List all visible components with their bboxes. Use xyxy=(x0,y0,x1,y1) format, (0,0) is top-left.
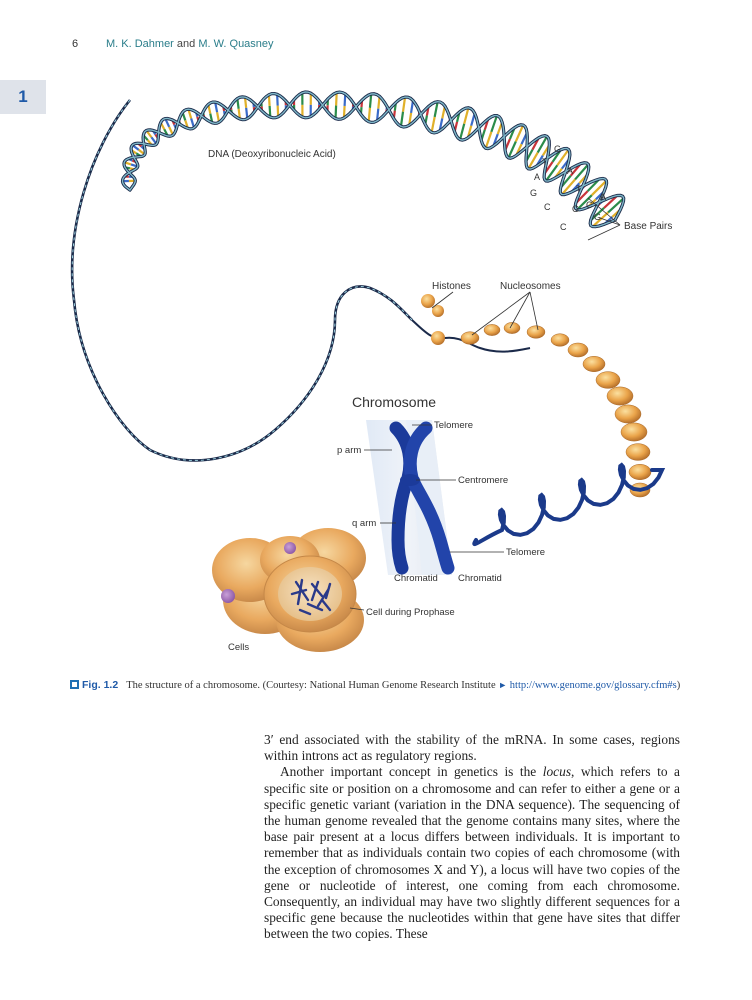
figure-number: Fig. 1.2 xyxy=(82,679,119,691)
histone-bead xyxy=(421,294,445,345)
chromosome-diagram xyxy=(337,394,545,584)
centromere-label: Centromere xyxy=(458,475,509,486)
p-arm-label: p arm xyxy=(337,445,362,456)
nucleosome-bead xyxy=(484,324,500,335)
base-letter: C xyxy=(544,202,551,212)
base-letter: A xyxy=(567,166,574,176)
base-letter: G xyxy=(530,188,538,198)
nucleosome-bead xyxy=(461,332,479,345)
figure-caption xyxy=(70,678,690,693)
nucleosome-bead xyxy=(568,343,588,357)
base-letter: A xyxy=(600,192,607,202)
running-head xyxy=(72,38,274,50)
chapter-tab: 1 xyxy=(0,80,46,114)
paragraph-2-start: Another important concept in genetics is the xyxy=(280,764,543,780)
telomere-bottom-label: Telomere xyxy=(506,547,546,558)
dna-label: DNA (Deoxyribonucleic Acid) xyxy=(208,149,336,160)
base-pairs-label: Base Pairs xyxy=(624,221,673,232)
base-letter: A xyxy=(534,172,541,182)
caption-link[interactable]: http://www.genome.gov/glossary.cfm#s xyxy=(509,680,677,691)
author-1: M. K. Dahmer xyxy=(106,38,174,50)
chromatid-left-label: Chromatid xyxy=(394,573,438,584)
telomere-top-label: Telomere xyxy=(434,420,474,431)
nucleosome-bead xyxy=(583,356,605,371)
base-letter: C xyxy=(586,200,593,210)
nucleosome-bead xyxy=(626,444,650,461)
nucleosome-fiber xyxy=(412,281,651,497)
locus-term: locus xyxy=(542,764,572,780)
nucleosome-bead xyxy=(621,423,647,441)
q-arm-label: q arm xyxy=(352,518,377,529)
author-conjunction: and xyxy=(176,38,196,50)
base-letter: G xyxy=(594,212,602,222)
nucleosomes-label: Nucleosomes xyxy=(500,281,561,292)
nucleosome-bead xyxy=(596,372,620,389)
nucleosome-bead xyxy=(527,326,545,339)
base-letter: T xyxy=(542,157,548,167)
base-letter: G xyxy=(554,144,562,154)
chromatid-right-label: Chromatid xyxy=(458,573,502,584)
base-letter: C xyxy=(560,222,567,232)
paragraph-1: 3′ end associated with the stability of the mRNA. In some cases, regions within introns act as regulatory regions. xyxy=(264,732,680,764)
caption-close-paren: ) xyxy=(676,680,681,691)
nucleosome-bead xyxy=(615,405,641,423)
paragraph-2 xyxy=(264,764,680,942)
caption-text: The structure of a chromosome. (Courtesy: National Human Genome Research Institute xyxy=(126,680,496,691)
link-arrow-icon: ► xyxy=(498,680,508,690)
body-text xyxy=(264,732,680,943)
nucleosome-bead xyxy=(629,464,651,479)
prophase-label: Cell during Prophase xyxy=(366,607,455,618)
base-letter: T xyxy=(576,184,582,194)
paragraph-2-rest: , which refers to a specific site or position on a chromosome and can refer to either a gene or a specific genetic variant (variation in the DNA sequence). The sequencing of the human genome revealed that the genome contains many sites, where the base pair present at a locus differs between individuals. It is important to remember that as individuals contain two copies of each chromosome (with the exception of chromosomes X and Y), a locus will have two copies of the gene or nucleotide of interest, one coming from each chromosome. Consequently, an individual may have two slightly different sequences for a specific gene because the nucleotides within that gene have sites that differ between the two copies. These xyxy=(264,764,680,942)
nucleosome-bead xyxy=(607,387,633,405)
caption-marker-icon xyxy=(70,680,79,689)
page-number: 6 xyxy=(72,38,79,50)
base-letter: G xyxy=(572,204,580,214)
cells-label: Cells xyxy=(228,642,250,653)
histones-label: Histones xyxy=(432,281,471,292)
author-2: M. W. Quasney xyxy=(198,38,274,50)
chromosome-title: Chromosome xyxy=(352,394,437,410)
nucleosome-bead xyxy=(551,334,569,347)
chromosome-figure xyxy=(60,70,700,670)
